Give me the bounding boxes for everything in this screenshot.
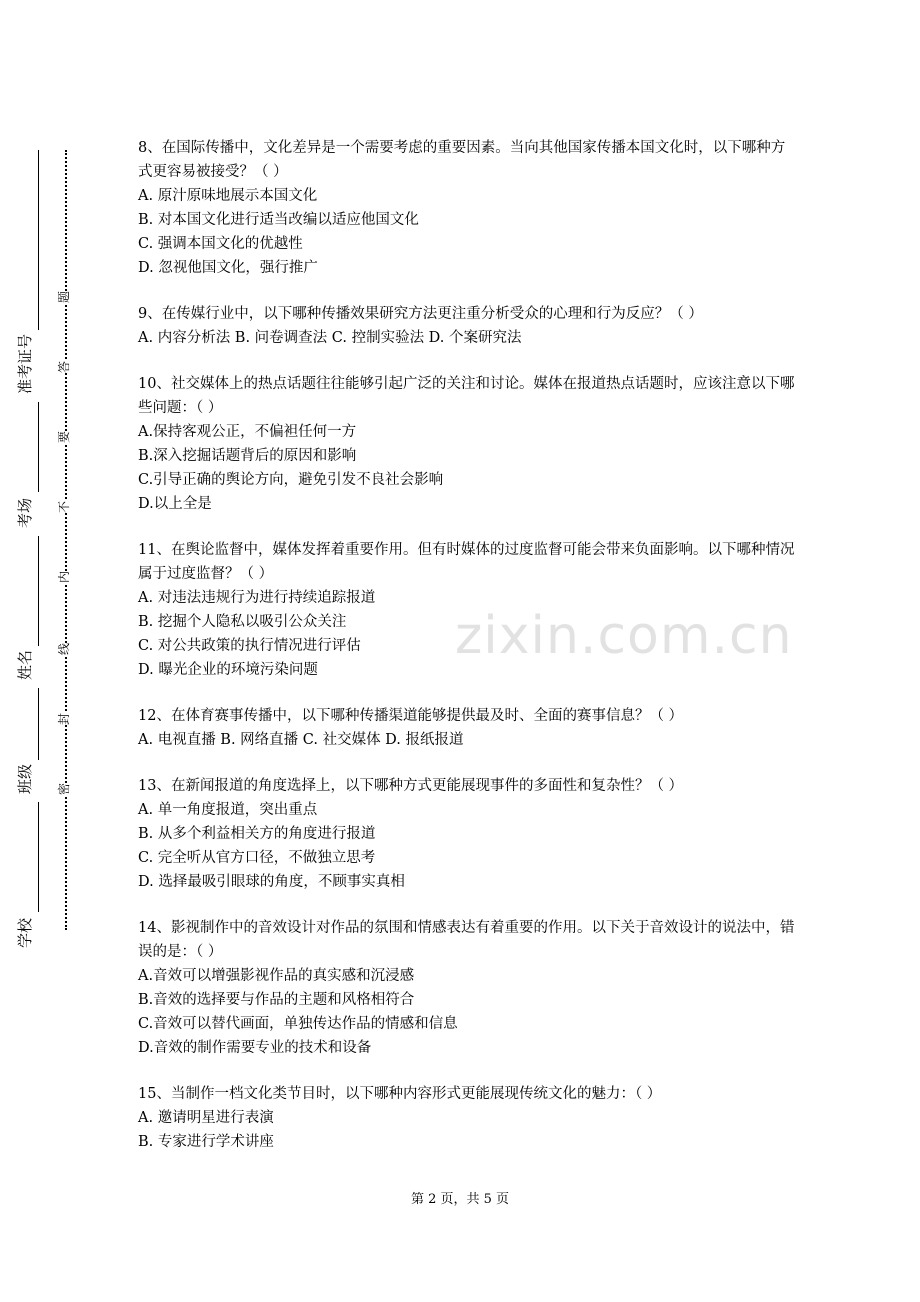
question-stem: 8、在国际传播中，文化差异是一个需要考虑的重要因素。当向其他国家传播本国文化时，以下哪种方式更容易被接受？（ ） <box>138 140 786 180</box>
seal-char: 题 <box>57 290 72 304</box>
exam-room-blank <box>38 402 39 492</box>
name-label: 姓名 <box>16 649 34 680</box>
question-11 <box>138 538 798 682</box>
option-b[interactable]: B. 挖掘个人隐私以吸引公众关注 <box>138 614 347 630</box>
question-10 <box>138 372 798 516</box>
question-stem: 9、在传媒行业中，以下哪种传播效果研究方法更注重分析受众的心理和行为反应？（ ） <box>138 306 703 322</box>
question-stem: 13、在新闻报道的角度选择上，以下哪种方式更能展现事件的多面性和复杂性？（ ） <box>138 778 684 794</box>
seal-char: 线 <box>57 642 72 656</box>
option-b[interactable]: B. 专家进行学术讲座 <box>138 1134 274 1150</box>
option-b[interactable]: B.深入挖掘话题背后的原因和影响 <box>138 448 357 464</box>
question-stem: 14、影视制作中的音效设计对作品的氛围和情感表达有着重要的作用。以下关于音效设计的说法中，错误的是：（ ） <box>138 920 795 960</box>
seal-char: 密 <box>57 782 72 796</box>
exam-room-label: 考场 <box>16 497 34 528</box>
class-blank <box>38 688 39 760</box>
inline-options[interactable]: A. 电视直播 B. 网络直播 C. 社交媒体 D. 报纸报道 <box>138 732 464 748</box>
option-a[interactable]: A.保持客观公正，不偏袒任何一方 <box>138 424 357 440</box>
seal-char: 封 <box>57 712 72 726</box>
option-c[interactable]: C. 完全听从官方口径，不做独立思考 <box>138 850 376 866</box>
seal-char: 答 <box>57 360 72 374</box>
option-d[interactable]: D. 选择最吸引眼球的角度，不顾事实真相 <box>138 874 405 890</box>
question-8 <box>138 136 798 280</box>
question-stem: 12、在体育赛事传播中，以下哪种传播渠道能够提供最及时、全面的赛事信息？（ ） <box>138 708 684 724</box>
question-14 <box>138 916 798 1060</box>
option-c[interactable]: C. 对公共政策的执行情况进行评估 <box>138 638 361 654</box>
question-9 <box>138 302 798 350</box>
question-15 <box>138 1082 798 1154</box>
question-13 <box>138 774 798 894</box>
seal-dotted-line <box>65 150 67 930</box>
option-a[interactable]: A. 单一角度报道，突出重点 <box>138 802 318 818</box>
seal-char: 要 <box>57 430 72 444</box>
option-a[interactable]: A. 对违法违规行为进行持续追踪报道 <box>138 590 376 606</box>
option-c[interactable]: C.引导正确的舆论方向，避免引发不良社会影响 <box>138 472 444 488</box>
option-b[interactable]: B. 对本国文化进行适当改编以适应他国文化 <box>138 212 419 228</box>
exam-number-blank <box>38 150 39 330</box>
name-blank <box>38 536 39 646</box>
question-stem: 10、社交媒体上的热点话题往往能够引起广泛的关注和讨论。媒体在报道热点话题时，应该注意以下哪些问题：（ ） <box>138 376 795 416</box>
question-12 <box>138 704 798 752</box>
option-d[interactable]: D. 曝光企业的环境污染问题 <box>138 662 318 678</box>
page-number-footer: 第 2 页，共 5 页 <box>410 1192 510 1207</box>
option-d[interactable]: D.音效的制作需要专业的技术和设备 <box>138 1040 372 1056</box>
watermark: zixin.com.cn <box>455 606 793 666</box>
exam-number-label: 准考证号 <box>16 333 34 394</box>
question-stem: 11、在舆论监督中，媒体发挥着重要作用。但有时媒体的过度监督可能会带来负面影响。以下哪种情况属于过度监督？（ ） <box>138 542 795 582</box>
option-c[interactable]: C. 强调本国文化的优越性 <box>138 236 303 252</box>
option-a[interactable]: A.音效可以增强影视作品的真实感和沉浸感 <box>138 968 415 984</box>
school-blank <box>38 802 39 912</box>
inline-options[interactable]: A. 内容分析法 B. 问卷调查法 C. 控制实验法 D. 个案研究法 <box>138 330 522 346</box>
option-a[interactable]: A. 邀请明星进行表演 <box>138 1110 274 1126</box>
question-list <box>138 136 798 1176</box>
option-c[interactable]: C.音效可以替代画面，单独传达作品的情感和信息 <box>138 1016 458 1032</box>
option-b[interactable]: B.音效的选择要与作品的主题和风格相符合 <box>138 992 415 1008</box>
option-d[interactable]: D. 忽视他国文化，强行推广 <box>138 260 318 276</box>
option-d[interactable]: D.以上全是 <box>138 496 212 512</box>
option-b[interactable]: B. 从多个利益相关方的角度进行报道 <box>138 826 376 842</box>
class-label: 班级 <box>16 763 34 794</box>
option-a[interactable]: A. 原汁原味地展示本国文化 <box>138 188 318 204</box>
seal-char: 不 <box>57 500 72 514</box>
question-stem: 15、当制作一档文化类节目时，以下哪种内容形式更能展现传统文化的魅力：（ ） <box>138 1086 662 1102</box>
seal-char: 内 <box>57 570 72 584</box>
school-label: 学校 <box>16 917 34 948</box>
